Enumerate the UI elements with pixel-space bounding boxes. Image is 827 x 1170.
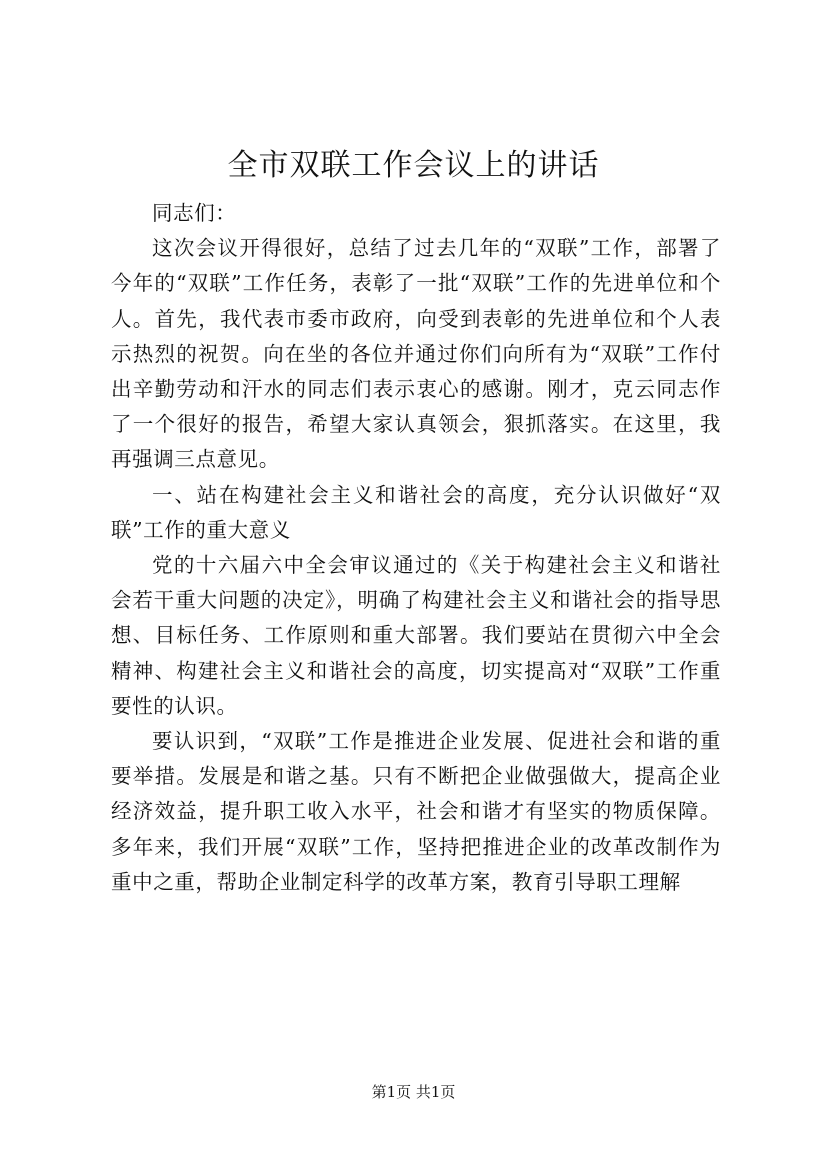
paragraph-section-heading: 一、站在构建社会主义和谐社会的高度，充分认识做好“双联”工作的重大意义 xyxy=(111,482,721,542)
page-footer: 第1页 共1页 xyxy=(371,1083,456,1101)
document-title: 全市双联工作会议上的讲话 xyxy=(227,148,600,183)
paragraph-salutation: 同志们： xyxy=(152,201,237,225)
document-body xyxy=(111,196,721,900)
paragraph-2: 党的十六届六中全会审议通过的《关于构建社会主义和谐社会若干重大问题的决定》，明确了构建社会主义和谐社会的指导思想、目标任务、工作原则和重大部署。我们要站在贯彻六中全会精神、构建社会主义和谐社会的高度，切实提高对“双联”工作重要性的认识。 xyxy=(111,553,721,718)
paragraph-3: 要认识到，“双联”工作是推进企业发展、促进社会和谐的重要举措。发展是和谐之基。只有不断把企业做强做大，提高企业经济效益，提升职工收入水平，社会和谐才有坚实的物质保障。多年来，我们开展“双联”工作，坚持把推进企业的改革改制作为重中之重，帮助企业制定科学的改革方案，教育引导职工理解 xyxy=(111,729,721,894)
paragraph-1: 这次会议开得很好，总结了过去几年的“双联”工作，部署了今年的“双联”工作任务，表彰了一批“双联”工作的先进单位和个人。首先，我代表市委市政府，向受到表彰的先进单位和个人表示热烈的祝贺。向在坐的各位并通过你们向所有为“双联”工作付出辛勤劳动和汗水的同志们表示衷心的感谢。刚才，克云同志作了一个很好的报告，希望大家认真领会，狠抓落实。在这里，我再强调三点意见。 xyxy=(111,236,721,472)
